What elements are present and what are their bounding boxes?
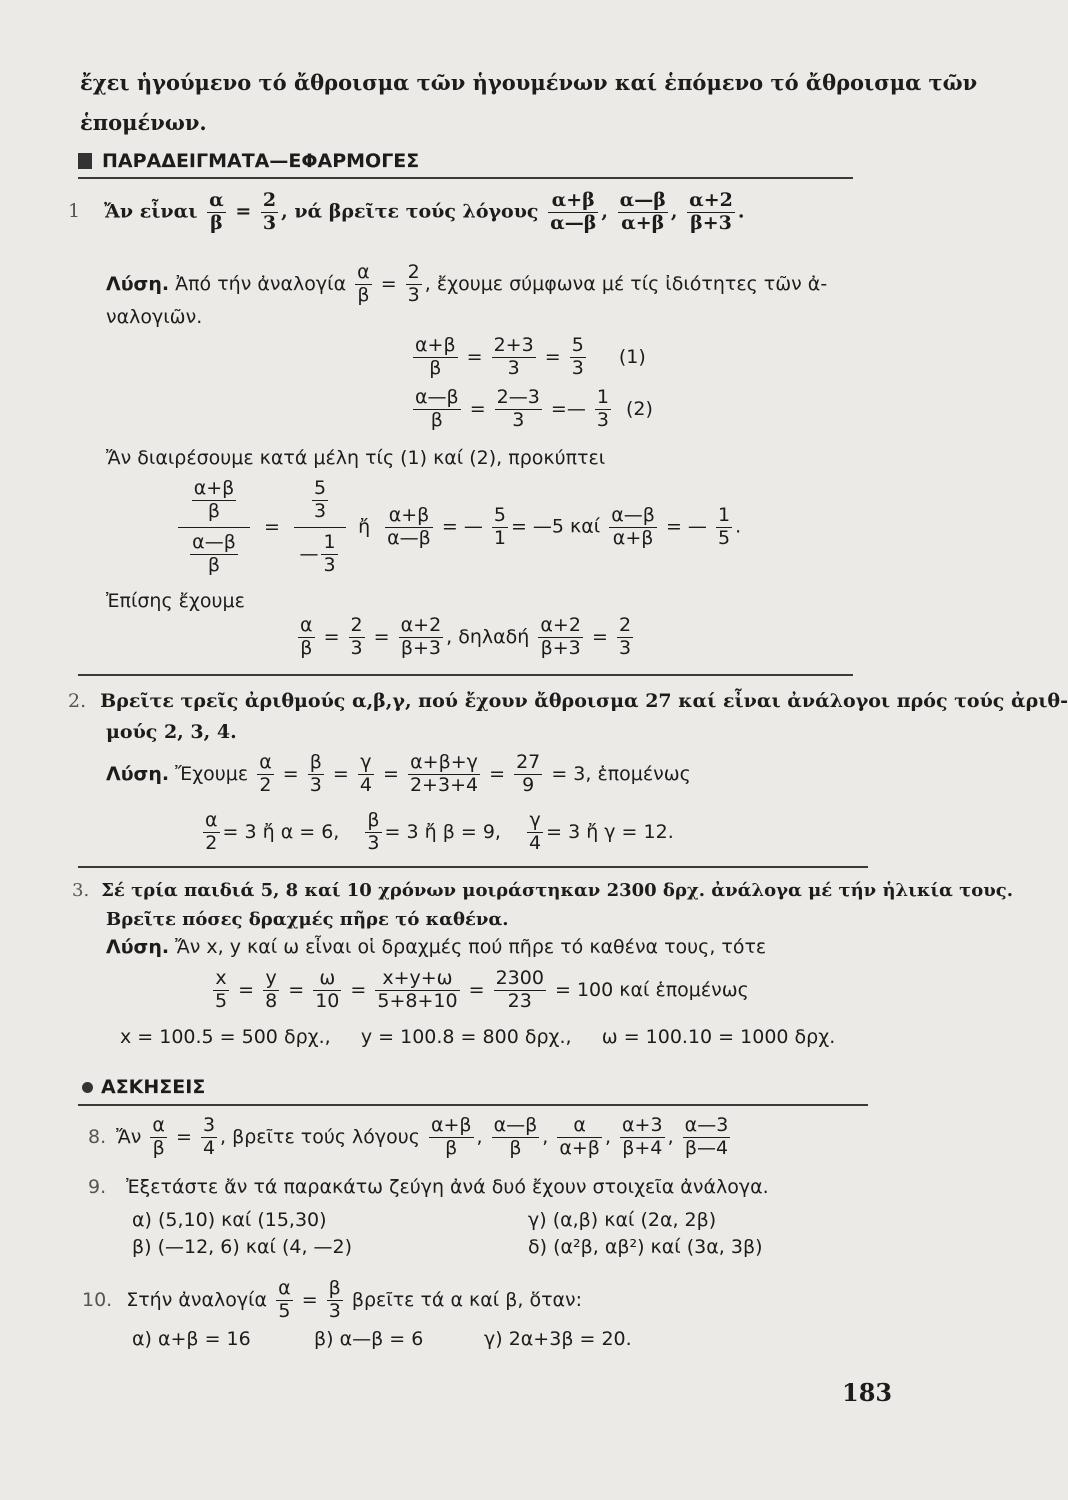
ex2-results: $\frac{\alpha}{2}$ = 3 ἤ α = 6, $\frac{\beta}{3}$ = 3 ἤ β = 9, $\frac{\gamma}{4}$ = 3 ἤ γ = 12.	[205, 809, 674, 854]
q10-a: α) α+β = 16	[132, 1328, 251, 1350]
exercises-heading: ΑΣΚΗΣΕΙΣ	[82, 1076, 205, 1098]
ex2-solution: Λύση. Ἔχουμε $\frac{\alpha}{2}$ = $\frac{\beta}{3}$ = $\frac{\gamma}{4}$ = $\frac{\alpha+\beta+\gamma}{2+3+4}$ = $\frac{27}{9}$ = 3, ἑπομένως	[106, 751, 691, 796]
q10-b: β) α—β = 6	[314, 1328, 424, 1350]
ex1-eq2: $\frac{\alpha—\beta}{\beta}$ = $\frac{2—3}{3}$ =— $\frac{1}{3}$ (2)	[415, 386, 653, 431]
ex3-result: x = 100.5 = 500 δρχ., y = 100.8 = 800 δρχ., ω = 100.10 = 1000 δρχ.	[120, 1026, 836, 1048]
ex2-statement-2: μούς 2, 3, 4.	[106, 721, 237, 743]
q9-d: δ) (α²β, αβ²) καί (3α, 3β)	[528, 1236, 763, 1258]
q9: 9. Ἐξετάστε ἄν τά παρακάτω ζεύγη ἀνά δυό ἔχουν στοιχεῖα ἀνάλογα.	[88, 1176, 769, 1198]
circle-bullet-icon	[82, 1082, 93, 1093]
examples-heading: ΠΑΡΑΔΕΙΓΜΑΤΑ—ΕΦΑΡΜΟΓΕΣ	[78, 150, 419, 172]
q9-b: β) (—12, 6) καί (4, —2)	[132, 1236, 353, 1258]
ex2-statement-1: 2. Βρεῖτε τρεῖς ἀριθμούς α,β,γ, πού ἔχουν ἄθροισμα 27 καί εἶναι ἀνάλογοι πρός τούς ἀριθ-	[68, 690, 1068, 712]
q8: 8. Ἄν $\frac{\alpha}{\beta}$ = $\frac{3}{4}$ , βρεῖτε τούς λόγους $\frac{\alpha+\beta}{\beta}$ , $\frac{\alpha—\beta}{\beta}$ , $\frac{\alpha}{\alpha+\beta}$ , $\frac{\alpha+3}{\beta+4}$ , $\frac{\alpha—3}{\beta—4}$	[88, 1114, 729, 1159]
q9-c: γ) (α,β) καί (2α, 2β)	[528, 1209, 717, 1231]
exercises-rule	[78, 1104, 868, 1106]
ex1-compound-fraction: $\frac{\frac{\alpha+\beta}{\beta}}{\frac{\alpha—\beta}{\beta}}$ = $\frac{5}{3}$ — $\frac{1}{3}$ ἤ $\frac{\alpha+\beta}{\alpha—\beta}$ = — $\frac{5}{1}$ = —5 καί $\frac{\alpha—\beta}{\alpha+\beta}$ = — $\frac{1}{5}$ .	[178, 478, 741, 576]
ex1-final-eq: $\frac{\alpha}{\beta}$ = $\frac{2}{3}$ = $\frac{\alpha+2}{\beta+3}$ , δηλαδή $\frac{\alpha+2}{\beta+3}$ = $\frac{2}{3}$	[300, 614, 632, 659]
ex1-solution-line-2: ναλογιῶν.	[106, 306, 203, 328]
ex1-divide-text: Ἄν διαιρέσουμε κατά μέλη τίς (1) καί (2), προκύπτει	[106, 447, 606, 469]
intro-line-2: ἑπομένων.	[80, 110, 207, 135]
divider-2	[78, 866, 868, 868]
ex3-statement-2: Βρεῖτε πόσες δραχμές πῆρε τό καθένα.	[106, 909, 509, 930]
square-bullet-icon	[78, 153, 92, 169]
ex3-solution-text: Λύση. Ἄν x, y καί ω εἶναι οἱ δραχμές πού πῆρε τό καθένα τους, τότε	[106, 936, 767, 958]
ex1-number: 1	[68, 200, 81, 223]
ex1-eq1: $\frac{\alpha+\beta}{\beta}$ = $\frac{2+3}{3}$ = $\frac{5}{3}$ (1)	[415, 334, 646, 379]
section-rule	[78, 177, 853, 179]
q10-c: γ) 2α+3β = 20.	[484, 1328, 632, 1350]
page-number: 183	[842, 1378, 893, 1407]
ex1-also-text: Ἐπίσης ἔχουμε	[106, 590, 245, 612]
divider-1	[78, 674, 853, 676]
ex1-solution-line: Λύση. Ἀπό τήν ἀναλογία $\frac{\alpha}{\beta}$ = $\frac{2}{3}$ , ἔχουμε σύμφωνα μέ τίς ἰδιότητες τῶν ἀ-	[106, 261, 828, 306]
q10: 10. Στήν ἀναλογία $\frac{\alpha}{5}$ = $\frac{\beta}{3}$ βρεῖτε τά α καί β, ὅταν:	[82, 1277, 583, 1322]
ex3-statement-1: 3. Σέ τρία παιδιά 5, 8 καί 10 χρόνων μοιράστηκαν 2300 δρχ. ἀνάλογα μέ τήν ἡλικία τους.	[72, 880, 1014, 901]
ex3-equation: $\frac{x}{5}$ = $\frac{y}{8}$ = $\frac{\omega}{10}$ = $\frac{x+y+\omega}{5+8+10}$ = $\frac{2300}{23}$ = 100 καί ἑπομένως	[215, 967, 749, 1012]
ex1-statement: 1 Ἄν εἶναι $\frac{\alpha}{\beta}$ = $\frac{2}{3}$ , νά βρεῖτε τούς λόγους $\frac{\alpha+\beta}{\alpha—\beta}$ , $\frac{\alpha—\beta}{\alpha+\beta}$ , $\frac{\alpha+2}{\beta+3}$ .	[68, 189, 745, 234]
q9-a: α) (5,10) καί (15,30)	[132, 1209, 327, 1231]
intro-line-1: ἔχει ἡγούμενο τό ἄθροισμα τῶν ἡγουμένων καί ἑπόμενο τό ἄθροισμα τῶν	[80, 70, 978, 95]
